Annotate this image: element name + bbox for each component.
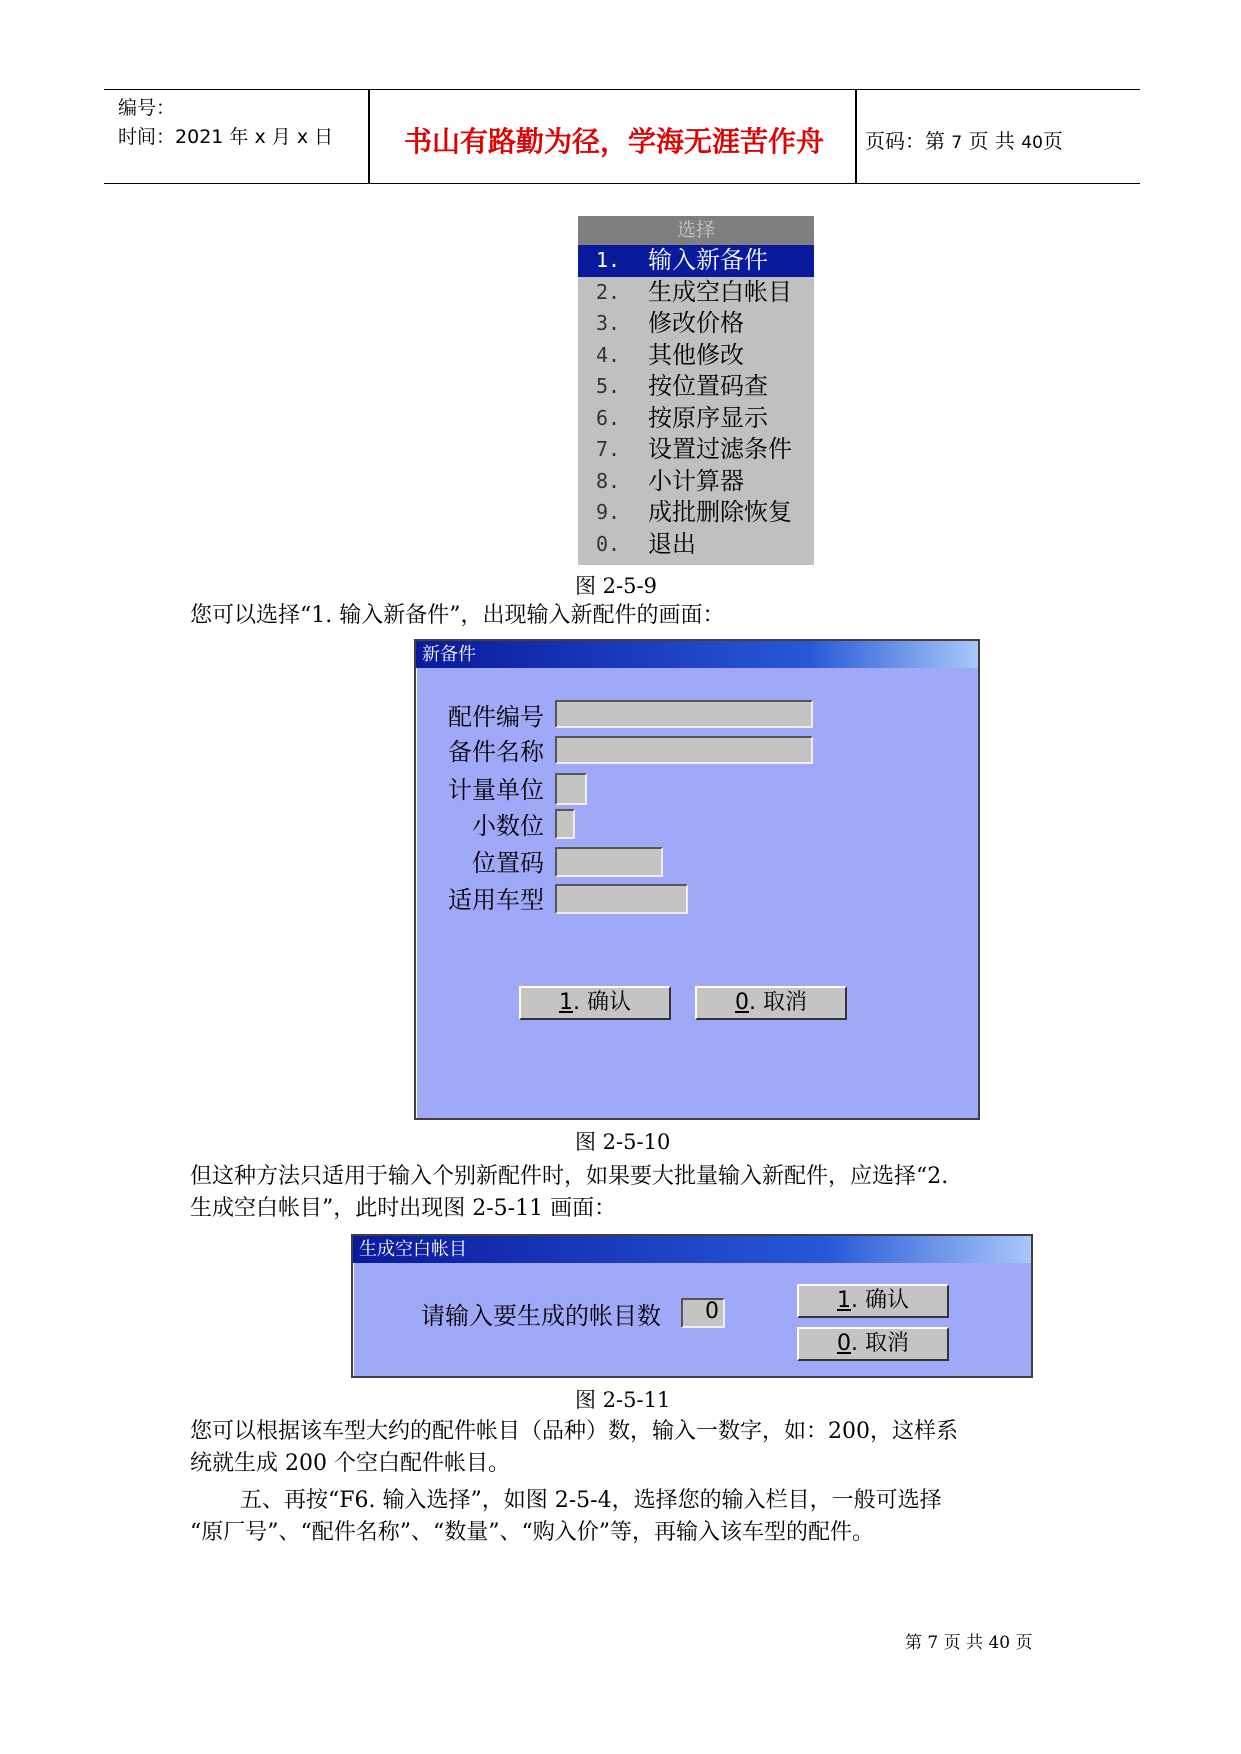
header-divider bbox=[855, 90, 857, 183]
footer-page-number: 7 bbox=[927, 1633, 939, 1653]
paragraph: 您可以根据该车型大约的配件帐目（品种）数，输入一数字，如：200，这样系 bbox=[190, 1419, 958, 1444]
confirm-hotkey: 1 bbox=[559, 990, 573, 1015]
menu-item[interactable] bbox=[578, 434, 814, 466]
figure-caption: 图 2-5-9 bbox=[575, 574, 657, 598]
header-page-info bbox=[865, 125, 1063, 154]
cancel-button[interactable] bbox=[797, 1327, 949, 1361]
footer-mid: 页 共 bbox=[943, 1633, 984, 1653]
menu-item-number: 8. bbox=[596, 468, 621, 493]
menu-item-label: 小计算器 bbox=[648, 466, 744, 495]
menu-item-label: 修改价格 bbox=[648, 309, 744, 337]
footer-prefix: 第 bbox=[905, 1633, 922, 1653]
location-code-input[interactable] bbox=[555, 847, 663, 877]
figure-caption: 图 2-5-10 bbox=[575, 1130, 671, 1154]
field-label: 计量单位 bbox=[448, 776, 544, 804]
menu-item-label: 退出 bbox=[648, 529, 696, 558]
part-name-input[interactable] bbox=[555, 736, 813, 764]
page-prefix: 页码：第 bbox=[865, 129, 945, 153]
menu-item-number: 2. bbox=[596, 279, 621, 304]
ledger-count-input[interactable]: 0 bbox=[681, 1298, 725, 1328]
menu-item-number: 4. bbox=[596, 342, 621, 367]
cancel-label: . 取消 bbox=[749, 990, 807, 1015]
cancel-label: . 取消 bbox=[851, 1331, 909, 1356]
page-total: 40 bbox=[1021, 133, 1043, 153]
paragraph: 统就生成 200 个空白配件帐目。 bbox=[190, 1451, 510, 1476]
page-suffix: 页 bbox=[1042, 129, 1063, 153]
yue: 月 bbox=[271, 126, 291, 148]
menu-title: 选择 bbox=[578, 216, 814, 245]
page-mid: 页 共 bbox=[968, 129, 1015, 153]
menu-item-label: 按位置码查 bbox=[648, 372, 768, 400]
serial-label: 编号： bbox=[118, 97, 176, 119]
field-label: 位置码 bbox=[472, 849, 544, 877]
unit-input[interactable] bbox=[555, 773, 587, 805]
blank-ledger-dialog bbox=[351, 1234, 1033, 1378]
cancel-hotkey: 0 bbox=[735, 990, 749, 1015]
cancel-hotkey: 0 bbox=[837, 1331, 851, 1356]
menu-item-number: 5. bbox=[596, 374, 621, 398]
dialog-title: 新备件 bbox=[416, 641, 978, 668]
page-number: 7 bbox=[951, 133, 963, 153]
confirm-button[interactable] bbox=[797, 1284, 949, 1318]
menu-item-label: 其他修改 bbox=[648, 340, 744, 369]
menu-item[interactable] bbox=[578, 497, 814, 529]
menu-item-number: 7. bbox=[596, 437, 621, 461]
menu-item-number: 0. bbox=[596, 531, 621, 556]
nian: 年 bbox=[229, 126, 249, 148]
menu-item[interactable] bbox=[578, 529, 814, 561]
menu-item[interactable] bbox=[578, 277, 814, 309]
select-menu bbox=[578, 216, 814, 565]
paragraph: 但这种方法只适用于输入个别新配件时，如果要大批量输入新配件，应选择“2. bbox=[190, 1164, 949, 1189]
field-label: 配件编号 bbox=[448, 703, 544, 731]
paragraph: 生成空白帐目”，此时出现图 2-5-11 画面： bbox=[190, 1196, 617, 1221]
menu-item-label: 按原序显示 bbox=[648, 403, 768, 432]
ledger-count-prompt: 请输入要生成的帐目数 bbox=[421, 1302, 661, 1330]
paragraph: “原厂号”、“配件名称”、“数量”、“购入价”等，再输入该车型的配件。 bbox=[190, 1520, 874, 1545]
header-divider bbox=[368, 90, 370, 183]
field-label: 适用车型 bbox=[448, 886, 544, 914]
footer-page-total: 40 bbox=[988, 1633, 1011, 1653]
time-label: 时间： bbox=[118, 126, 176, 148]
month-placeholder: x bbox=[254, 126, 266, 148]
menu-item[interactable] bbox=[578, 466, 814, 498]
menu-item[interactable] bbox=[578, 403, 814, 435]
confirm-label: . 确认 bbox=[851, 1288, 909, 1313]
menu-item-number: 9. bbox=[596, 500, 621, 524]
confirm-hotkey: 1 bbox=[837, 1288, 851, 1313]
day-placeholder: x bbox=[296, 126, 309, 148]
paragraph: 五、再按“F6. 输入选择”，如图 2-5-4，选择您的输入栏目，一般可选择 bbox=[240, 1488, 942, 1513]
figure-caption: 图 2-5-11 bbox=[575, 1388, 671, 1412]
page-header bbox=[104, 89, 1140, 184]
menu-item-label: 设置过滤条件 bbox=[648, 435, 792, 463]
menu-item[interactable] bbox=[578, 371, 814, 403]
footer-suffix: 页 bbox=[1015, 1633, 1033, 1653]
paragraph: 您可以选择“1. 输入新备件”，出现输入新配件的画面： bbox=[190, 603, 725, 628]
menu-item-number: 6. bbox=[596, 405, 621, 430]
motto: 书山有路勤为径，学海无涯苦作舟 bbox=[403, 125, 824, 158]
confirm-button[interactable] bbox=[519, 986, 671, 1020]
cancel-button[interactable] bbox=[695, 986, 847, 1020]
new-part-dialog bbox=[414, 639, 980, 1120]
field-label: 小数位 bbox=[472, 812, 544, 840]
ri: 日 bbox=[314, 126, 334, 148]
confirm-label: . 确认 bbox=[573, 990, 631, 1015]
vehicle-model-input[interactable] bbox=[555, 884, 688, 914]
field-label: 备件名称 bbox=[448, 738, 544, 766]
part-number-input[interactable] bbox=[555, 700, 813, 728]
menu-item[interactable] bbox=[578, 245, 814, 277]
page-footer bbox=[905, 1628, 1033, 1653]
dialog-title: 生成空白帐目 bbox=[353, 1236, 1031, 1263]
year: 2021 bbox=[175, 126, 224, 148]
menu-item-number: 3. bbox=[596, 311, 621, 335]
menu-item-label: 输入新备件 bbox=[648, 246, 768, 274]
time-line bbox=[118, 122, 333, 149]
decimal-places-input[interactable] bbox=[555, 809, 575, 839]
menu-item-number: 1. bbox=[596, 248, 621, 272]
menu-item[interactable] bbox=[578, 340, 814, 372]
menu-item[interactable] bbox=[578, 308, 814, 340]
menu-item-label: 成批删除恢复 bbox=[648, 498, 792, 526]
menu-item-label: 生成空白帐目 bbox=[648, 277, 792, 306]
